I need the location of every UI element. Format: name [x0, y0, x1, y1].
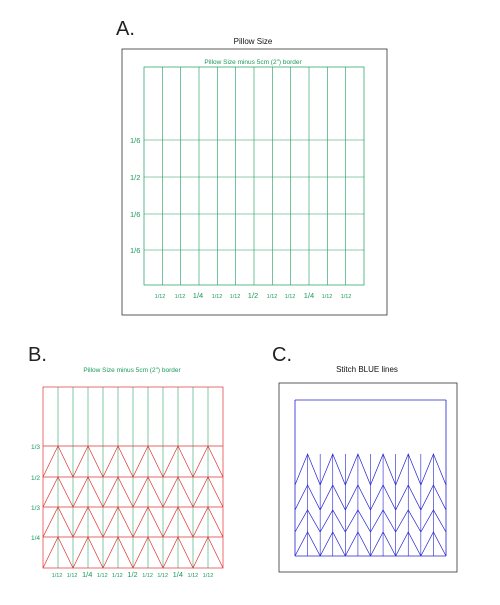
panel-b-grid [43, 387, 223, 568]
panel-a-col-label: 1/12 [340, 294, 352, 300]
panel-b-col-label: 1/12 [157, 573, 169, 579]
panel-a-col-label: 1/2 [247, 291, 259, 300]
panel-b-row-label: 1/4 [31, 535, 41, 542]
panel-a-inner-label: Pillow Size minus 5cm (2") border [204, 59, 302, 66]
panel-a-row-label: 1/6 [130, 210, 141, 219]
panel-b-row-label: 1/2 [31, 475, 41, 482]
panel-c [272, 344, 457, 572]
panel-b-col-label: 1/12 [112, 573, 123, 579]
panel-a-col-label: 1/12 [174, 294, 186, 300]
panel-a-col-label: 1/4 [192, 291, 204, 300]
panel-a-col-label: 1/12 [321, 294, 333, 300]
panel-b-col-label: 1/12 [96, 573, 108, 579]
panel-a-col-label: 1/12 [211, 294, 223, 300]
panel-c-title: Stitch BLUE lines [336, 365, 398, 374]
panel-a-col-label: 1/12 [284, 294, 296, 300]
panel-b-inner-label: Pillow Size minus 5cm (2") border [83, 367, 181, 374]
panel-a-col-label: 1/4 [303, 291, 315, 300]
panel-b-col-labels [52, 570, 214, 579]
panel-b [28, 344, 223, 579]
panel-b-col-label: 1/12 [142, 573, 153, 579]
panel-a-row-label: 1/6 [130, 246, 141, 255]
panel-b-col-label: 1/12 [187, 573, 199, 579]
panel-a-title: Pillow Size [233, 37, 273, 46]
panel-a-grid [144, 67, 364, 285]
panel-b-row-labels [31, 444, 40, 542]
panel-a-col-label: 1/12 [154, 294, 166, 300]
panel-b-row-label: 1/3 [31, 444, 41, 451]
panel-b-col-label: 1/4 [81, 570, 93, 579]
panel-b-col-label: 1/2 [127, 570, 138, 579]
panel-a-letter: A. [116, 18, 135, 40]
panel-a-col-label: 1/12 [229, 294, 241, 300]
panel-c-blue-stitch-lines [295, 400, 446, 556]
panel-a-row-label: 1/6 [130, 136, 141, 145]
panel-b-letter: B. [28, 344, 47, 366]
panel-b-row-label: 1/3 [31, 505, 41, 512]
panel-c-letter: C. [272, 344, 292, 366]
panel-b-col-label: 1/4 [172, 570, 184, 579]
panel-a-row-labels [130, 136, 140, 255]
panel-b-col-label: 1/12 [66, 573, 78, 579]
panel-a-col-labels [155, 291, 352, 300]
panel-c-outer-border [279, 383, 457, 572]
panel-b-col-label: 1/12 [51, 573, 63, 579]
panel-a-row-label: 1/2 [130, 173, 141, 182]
panel-a-outer-border [122, 49, 387, 315]
panel-b-col-label: 1/12 [202, 573, 214, 579]
panel-a-col-label: 1/12 [266, 294, 278, 300]
panel-a [116, 18, 387, 315]
